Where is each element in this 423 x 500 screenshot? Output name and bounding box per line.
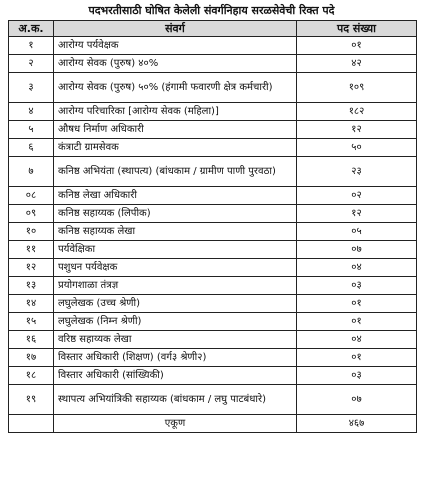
table-row [9, 385, 417, 415]
table-row [9, 187, 417, 205]
row-count: १२ [297, 121, 417, 139]
table-row [9, 205, 417, 223]
row-serial: ११ [9, 241, 54, 259]
row-serial: ६ [9, 139, 54, 157]
row-serial: १३ [9, 277, 54, 295]
row-count: ०१ [297, 295, 417, 313]
total-label: एकूण [54, 415, 297, 433]
header-serial: अ.क. [9, 21, 54, 37]
row-cadre: विस्तार अधिकारी (सांख्यिकी) [54, 367, 297, 385]
table-row [9, 73, 417, 103]
row-count: ०१ [297, 349, 417, 367]
row-cadre: लघुलेखक (निम्न श्रेणी) [54, 313, 297, 331]
row-serial: ७ [9, 157, 54, 187]
total-row [9, 415, 417, 433]
table-row [9, 259, 417, 277]
row-cadre: कंत्राटी ग्रामसेवक [54, 139, 297, 157]
row-cadre: कनिष्ठ सहाय्यक (लिपीक) [54, 205, 297, 223]
row-serial: ३ [9, 73, 54, 103]
row-serial: १६ [9, 331, 54, 349]
table-row [9, 313, 417, 331]
table-row [9, 223, 417, 241]
table-row [9, 349, 417, 367]
row-count: ०३ [297, 367, 417, 385]
row-serial: २ [9, 55, 54, 73]
table-row [9, 121, 417, 139]
row-count: ०२ [297, 187, 417, 205]
row-cadre: कनिष्ठ लेखा अधिकारी [54, 187, 297, 205]
row-serial: १ [9, 37, 54, 55]
row-serial: ०९ [9, 205, 54, 223]
row-count: ०७ [297, 241, 417, 259]
row-count: ०१ [297, 313, 417, 331]
row-serial: १९ [9, 385, 54, 415]
row-count: २३ [297, 157, 417, 187]
row-serial: १८ [9, 367, 54, 385]
row-count: ०४ [297, 259, 417, 277]
table-row [9, 55, 417, 73]
row-count: ०५ [297, 223, 417, 241]
row-cadre: आरोग्य पर्यवेक्षक [54, 37, 297, 55]
table-row [9, 157, 417, 187]
document-title: पदभरतीसाठी घोषित केलेली संवर्गनिहाय सरळसेवेची रिक्त पदे [88, 4, 335, 17]
table-row [9, 295, 417, 313]
row-count: ०३ [297, 277, 417, 295]
row-serial: १७ [9, 349, 54, 367]
row-count: १२ [297, 205, 417, 223]
row-serial: १४ [9, 295, 54, 313]
row-cadre: विस्तार अधिकारी (शिक्षण) (वर्ग३ श्रेणी२) [54, 349, 297, 367]
header-cadre: संवर्ग [54, 21, 297, 37]
total-value: ४६७ [297, 415, 417, 433]
row-serial: ४ [9, 103, 54, 121]
header-post-count: पद संख्या [297, 21, 417, 37]
table-row [9, 103, 417, 121]
row-count: ०४ [297, 331, 417, 349]
row-serial: १५ [9, 313, 54, 331]
row-serial: १० [9, 223, 54, 241]
row-cadre: आरोग्य सेवक (पुरुष) ५०% (हंगामी फवारणी क्षेत्र कर्मचारी) [54, 73, 297, 103]
row-count: ०७ [297, 385, 417, 415]
row-count: ०१ [297, 37, 417, 55]
vacancy-table [8, 20, 417, 433]
row-cadre: आरोग्य परिचारिका [आरोग्य सेवक (महिला)] [54, 103, 297, 121]
row-count: ५० [297, 139, 417, 157]
row-cadre: औषध निर्माण अधिकारी [54, 121, 297, 139]
table-row [9, 277, 417, 295]
row-cadre: कनिष्ठ सहाय्यक लेखा [54, 223, 297, 241]
row-cadre: पशुधन पर्यवेक्षक [54, 259, 297, 277]
total-blank-cell [9, 415, 54, 433]
table-header-row [9, 21, 417, 37]
table-row [9, 331, 417, 349]
table-row [9, 367, 417, 385]
row-cadre: आरोग्य सेवक (पुरुष) ४०% [54, 55, 297, 73]
row-cadre: पर्यवेक्षिका [54, 241, 297, 259]
table-row [9, 37, 417, 55]
row-cadre: लघुलेखक (उच्च श्रेणी) [54, 295, 297, 313]
row-count: ४२ [297, 55, 417, 73]
row-cadre: स्थापत्य अभियांत्रिकी सहाय्यक (बांधकाम / लघु पाटबंधारे) [54, 385, 297, 415]
row-count: १०९ [297, 73, 417, 103]
row-serial: १२ [9, 259, 54, 277]
row-cadre: वरिष्ठ सहाय्यक लेखा [54, 331, 297, 349]
table-row [9, 241, 417, 259]
row-count: १८२ [297, 103, 417, 121]
table-row [9, 139, 417, 157]
row-serial: ५ [9, 121, 54, 139]
row-serial: ०८ [9, 187, 54, 205]
row-cadre: कनिष्ठ अभियंता (स्थापत्य) (बांधकाम / ग्रामीण पाणी पुरवठा) [54, 157, 297, 187]
row-cadre: प्रयोगशाळा तंत्रज्ञ [54, 277, 297, 295]
